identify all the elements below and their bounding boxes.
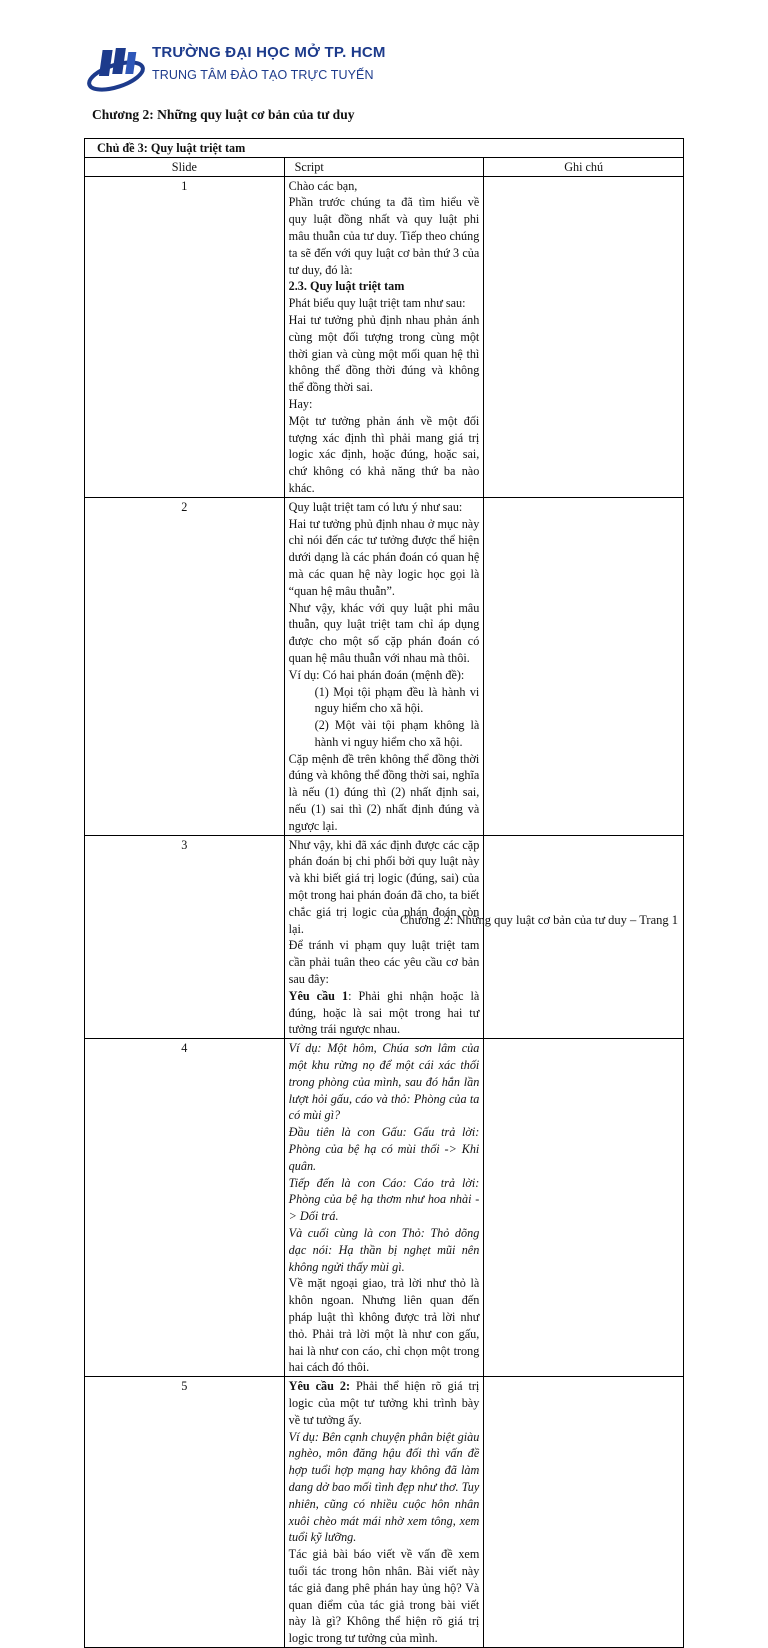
script-cell — [284, 497, 484, 835]
requirement-1 — [289, 988, 480, 1038]
topic-row — [85, 139, 684, 158]
note-cell — [484, 1377, 684, 1648]
script-line: Về mặt ngoại giao, trả lời như thỏ là khôn ngoan. Nhưng liên quan đến pháp luật thì không được trả lời như thỏ. Phải trả lời một là như con gấu, hai là như con cáo, chỉ chọn một trong hai cách đó thôi. — [288, 1276, 480, 1375]
column-header-slide: Slide — [85, 157, 285, 176]
note-cell — [484, 497, 684, 835]
script-line: Ví dụ: Có hai phán đoán (mệnh đề): — [288, 667, 465, 682]
slide-number: 5 — [85, 1377, 285, 1648]
script-line: Phát biểu quy luật triệt tam như sau: — [288, 296, 466, 311]
script-cell — [284, 835, 484, 1039]
logo-university-name: TRƯỜNG ĐẠI HỌC MỞ TP. HCM — [152, 44, 386, 61]
note-cell — [484, 176, 684, 497]
book-emblem-icon — [86, 40, 150, 98]
topic-title: Chủ đề 3: Quy luật triệt tam — [85, 139, 684, 158]
requirement-2 — [289, 1378, 480, 1428]
script-cell — [284, 1039, 484, 1377]
example-line: Tiếp đến là con Cáo: Cáo trả lời: Phòng của bệ hạ thơm như hoa nhài -> Dối trá. — [288, 1175, 480, 1224]
script-cell — [284, 176, 484, 497]
script-line: Hai tư tưởng phủ định nhau phản ánh cùng một đối tượng trong cùng một thời gian và cùng một mối quan hệ thì không thể đồng thời đúng và không thể đồng thời sai. — [288, 312, 480, 395]
slide-number: 1 — [85, 176, 285, 497]
script-table — [84, 138, 684, 1648]
chapter-title: Chương 2: Những quy luật cơ bản của tư duy — [92, 107, 355, 122]
slide-number: 4 — [85, 1039, 285, 1377]
script-line: Một tư tưởng phản ánh về một đối tượng xác định thì phải mang giá trị logic xác định, hoặc đúng, hoặc sai, chứ không có khả năng thứ ba nào khác. — [288, 413, 480, 495]
table-row — [85, 1377, 684, 1648]
script-line: Hay: — [288, 396, 313, 411]
example-item: (1) Mọi tội phạm đều là hành vi nguy hiểm cho xã hội. — [314, 684, 480, 716]
table-row — [85, 497, 684, 835]
requirement-label: Yêu cầu 1 — [288, 988, 349, 1003]
note-cell — [484, 1039, 684, 1377]
slide-number: 3 — [85, 835, 285, 1039]
column-header-note: Ghi chú — [484, 157, 684, 176]
requirement-text: Phải thể hiện rõ giá trị logic của một tư tưởng khi trình bày về tư tưởng ấy. — [288, 1379, 480, 1427]
script-line: Cặp mệnh đề trên không thể đồng thời đúng và không thể đồng thời sai, nghĩa là nếu (1) đúng thì (2) nhất định sai, nếu (1) sai thì (2) nhất định đúng và ngược lại. — [288, 751, 480, 833]
university-logo — [86, 40, 386, 98]
script-cell — [284, 1377, 484, 1648]
table-row — [85, 1039, 684, 1377]
script-line: Như vậy, khác với quy luật phi mâu thuẫn, quy luật triệt tam chỉ áp dụng được cho một số cặp phán đoán có quan hệ mâu thuẫn với nhau mà thôi. — [288, 600, 480, 665]
slide-number: 2 — [85, 497, 285, 835]
note-cell — [484, 835, 684, 1039]
script-line: Chào các bạn, — [288, 178, 358, 193]
requirement-label: Yêu cầu 2: — [288, 1379, 351, 1394]
column-header-script: Script — [284, 157, 484, 176]
section-heading: 2.3. Quy luật triệt tam — [288, 279, 405, 294]
script-line: Hai tư tưởng phủ định nhau ở mục này chỉ nói đến các tư tưởng được thể hiện dưới dạng là các phán đoán có quan hệ mà các quan hệ này logic học gọi là “quan hệ mâu thuẫn”. — [288, 516, 480, 598]
script-line: Quy luật triệt tam có lưu ý như sau: — [288, 499, 463, 514]
requirement-text: : Phải ghi nhận hoặc là đúng, hoặc là sai một trong hai tư tưởng trái ngược nhau. — [288, 988, 480, 1037]
example-line: Đầu tiên là con Gấu: Gấu trả lời: Phòng của bệ hạ có mùi thối -> Khi quân. — [288, 1125, 480, 1173]
logo-center-name: TRUNG TÂM ĐÀO TẠO TRỰC TUYẾN — [152, 68, 374, 82]
script-line: Phần trước chúng ta đã tìm hiểu về quy luật đồng nhất và quy luật phi mâu thuẫn của tư duy. Tiếp theo chúng ta sẽ đến với quy luật cơ bản thứ 3 của tư duy, đó là: — [288, 195, 480, 277]
example-item: (2) Một vài tội phạm không là hành vi nguy hiểm cho xã hội. — [314, 718, 480, 749]
example-line: Ví dụ: Một hôm, Chúa sơn lâm của một khu rừng nọ để một cái xác thối trong phòng của mình, sau đó hắn lần lượt hỏi gấu, cáo và thỏ: Phòng của ta có mùi gì? — [288, 1041, 480, 1123]
page-footer: Chương 2: Những quy luật cơ bản của tư duy – Trang 1 — [400, 913, 678, 927]
script-line: Để tránh vi phạm quy luật triệt tam cần phải tuân theo các yêu cầu cơ bản sau đây: — [288, 938, 480, 987]
table-row — [85, 835, 684, 1039]
script-line: Tác giả bài báo viết về vấn đề xem tuổi tác trong hôn nhân. Bài viết này tác giả đang phê phán hay ủng hộ? Và quan điểm của tác giả trong bài viết này là gì? Không thể hiện rõ giá trị logic trong tư tưởng của mình. — [288, 1547, 480, 1646]
example-line: Ví dụ: Bên cạnh chuyện phân biệt giàu nghèo, môn đăng hậu đối thì vấn đề hợp tuổi hợp mạng hay không đã làm dang dở bao mối tình đẹp như thơ. Tuy nhiên, cũng có nhiều cuộc hôn nhân xuôi chèo mát mái nhờ xem tông, xem tuổi kỹ lưỡng. — [288, 1429, 480, 1545]
script-line: Như vậy, khi đã xác định được các cặp phán đoán bị chi phối bởi quy luật này và khi biết giá trị logic (đúng, sai) của một trong hai phán đoán đã cho, ta biết chắc giá trị logic của phán đoán còn lại. — [288, 837, 480, 936]
table-header-row — [85, 157, 684, 176]
example-line: Và cuối cùng là con Thỏ: Thỏ dõng dạc nói: Hạ thần bị nghẹt mũi nên không ngửi thấy mùi gì. — [288, 1226, 480, 1274]
table-row — [85, 176, 684, 497]
